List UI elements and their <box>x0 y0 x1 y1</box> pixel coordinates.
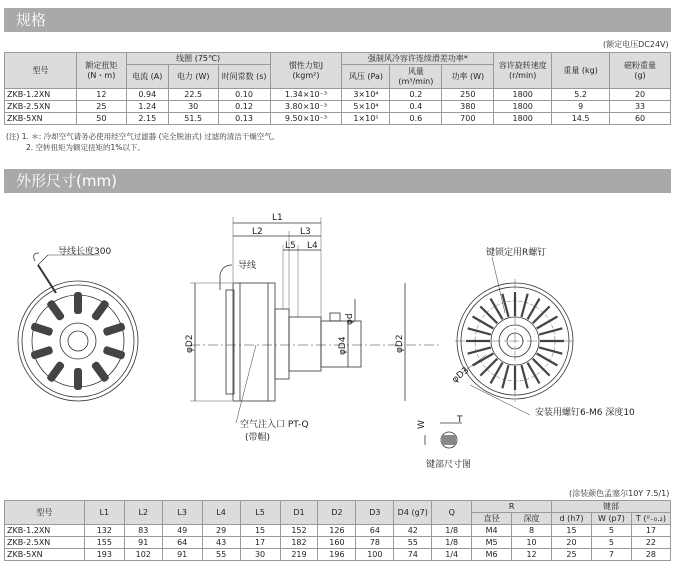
cell: 250 <box>442 89 494 101</box>
cell: 1/4 <box>432 549 472 561</box>
phiD2-left-label: φD2 <box>185 334 195 353</box>
cell: 102 <box>124 549 162 561</box>
cell: 64 <box>162 537 202 549</box>
col-R: R <box>472 501 552 513</box>
col-Q: Q <box>432 501 472 525</box>
table-row <box>5 525 671 537</box>
phiD4-label: φD4 <box>338 336 348 355</box>
cell: 1/8 <box>432 525 472 537</box>
cell: 700 <box>442 113 494 125</box>
front-view-right <box>455 257 575 415</box>
col-D4: D4 (g7) <box>394 501 432 525</box>
mount-screw-label: 安装用螺钉6-M6 深度10 <box>535 408 635 418</box>
cell: 15 <box>552 525 592 537</box>
col-weight: 重量 (kg) <box>552 53 610 89</box>
cell: 42 <box>394 525 432 537</box>
cell: 0.2 <box>390 89 442 101</box>
table-row <box>5 89 671 101</box>
air-inlet-label: 空气注入口 PT-Q <box>240 420 309 430</box>
cell: 1800 <box>494 101 552 113</box>
cell: 10 <box>512 537 552 549</box>
cell: 5.2 <box>552 89 610 101</box>
col-d: d (h7) <box>552 513 592 525</box>
dims-section-title: 外形尺寸(mm) <box>4 169 671 193</box>
cell: 25 <box>76 101 126 113</box>
front-view-left <box>18 253 138 401</box>
col-model: 型号 <box>5 53 77 89</box>
col-time-const: 时间常数 (s) <box>218 65 270 89</box>
col-L1: L1 <box>84 501 124 525</box>
cell: 55 <box>202 549 240 561</box>
cell: 8 <box>512 525 552 537</box>
cell: 30 <box>168 101 218 113</box>
cell: 3.80×10⁻³ <box>270 101 342 113</box>
cell: M4 <box>472 525 512 537</box>
cell: 7 <box>591 549 631 561</box>
cell: 5 <box>591 537 631 549</box>
cell: 0.10 <box>218 89 270 101</box>
lead-length-label: 导线长度300 <box>58 247 112 257</box>
cell: 49 <box>162 525 202 537</box>
cell: 64 <box>356 525 394 537</box>
cell-model: ZKB-2.5XN <box>5 537 85 549</box>
cell: 126 <box>318 525 356 537</box>
cell: 91 <box>124 537 162 549</box>
cell: 5×10⁴ <box>342 101 390 113</box>
cell: 9 <box>552 101 610 113</box>
T-label: T <box>457 415 463 425</box>
col-powder-weight: 磁粉重量 (g) <box>610 53 671 89</box>
cell: 9.50×10⁻³ <box>270 113 342 125</box>
cell: 182 <box>280 537 318 549</box>
col-R-depth: 深度 <box>512 513 552 525</box>
cell: 0.12 <box>218 101 270 113</box>
table-row <box>5 101 671 113</box>
cell: 1/8 <box>432 537 472 549</box>
L4-label: L4 <box>307 241 318 251</box>
cell: 50 <box>76 113 126 125</box>
cell: 380 <box>442 101 494 113</box>
key-screw-label: 键锁定用R螺钉 <box>486 248 547 258</box>
col-R-dia: 直径 <box>472 513 512 525</box>
phiD2-right-label: φD2 <box>395 334 405 353</box>
spec-notes <box>6 131 279 153</box>
lead-wire-label: 导线 <box>238 261 257 271</box>
col-key: 键部 <box>552 501 671 513</box>
col-L4: L4 <box>202 501 240 525</box>
note-2: 2. 空转扭矩为额定扭矩的1%以下。 <box>26 143 145 152</box>
key-dims-caption: 键部尺寸图 <box>426 460 472 470</box>
cell: 1.34×10⁻³ <box>270 89 342 101</box>
cell: 0.4 <box>390 101 442 113</box>
col-T: T (⁰₋₀.₂) <box>631 513 670 525</box>
L5-label: L5 <box>285 241 296 251</box>
cell: 17 <box>240 537 280 549</box>
col-model: 型号 <box>5 501 85 525</box>
col-coil: 线圈 (75℃) <box>126 53 270 65</box>
L3-label: L3 <box>300 227 311 237</box>
cell: 2.15 <box>126 113 168 125</box>
phiD3-label: φD3 <box>450 365 472 386</box>
cell: 22 <box>631 537 670 549</box>
cell: 55 <box>394 537 432 549</box>
cell: 1800 <box>494 113 552 125</box>
cell: 152 <box>280 525 318 537</box>
cell: 74 <box>394 549 432 561</box>
cell: M6 <box>472 549 512 561</box>
cell: 43 <box>202 537 240 549</box>
cell: 0.6 <box>390 113 442 125</box>
cell: 1×10⁵ <box>342 113 390 125</box>
col-max-speed: 容许旋转速度 (r/min) <box>494 53 552 89</box>
cell: 3×10⁴ <box>342 89 390 101</box>
cell: 28 <box>631 549 670 561</box>
cell: 5 <box>591 525 631 537</box>
cell-model: ZKB-1.2XN <box>5 89 77 101</box>
rated-voltage-note: (额定电压DC24V) <box>603 40 669 49</box>
col-L3: L3 <box>162 501 202 525</box>
col-L5: L5 <box>240 501 280 525</box>
note-1: (注) 1. ＊: 冷却空气请务必使用经空气过滤器 (完全脱油式) 过滤的清洁干燥空气。 <box>6 132 280 141</box>
col-forced-air: 强制风冷容许连续滑差功率* <box>342 53 494 65</box>
col-D2: D2 <box>318 501 356 525</box>
outline-drawing <box>0 195 675 495</box>
cell: 20 <box>552 537 592 549</box>
cell: 219 <box>280 549 318 561</box>
cell-model: ZKB-5XN <box>5 113 77 125</box>
cell: 17 <box>631 525 670 537</box>
table-row <box>5 537 671 549</box>
cell-model: ZKB-1.2XN <box>5 525 85 537</box>
col-L2: L2 <box>124 501 162 525</box>
cell: 196 <box>318 549 356 561</box>
cell-model: ZKB-5XN <box>5 549 85 561</box>
with-cap-label: (带帽) <box>245 433 271 443</box>
cell: 20 <box>610 89 671 101</box>
cell: 0.13 <box>218 113 270 125</box>
cell: 12 <box>512 549 552 561</box>
dims-table <box>4 500 671 561</box>
key-detail-view <box>425 423 462 448</box>
cell: 12 <box>76 89 126 101</box>
col-D3: D3 <box>356 501 394 525</box>
col-airflow: 风量 (m³/min) <box>390 65 442 89</box>
cell: 193 <box>84 549 124 561</box>
cell: 91 <box>162 549 202 561</box>
cell: 60 <box>610 113 671 125</box>
col-inertia: 惯性力矩J (kgm²) <box>270 53 342 89</box>
cell: 1.24 <box>126 101 168 113</box>
cell: 30 <box>240 549 280 561</box>
cell: 78 <box>356 537 394 549</box>
W-label: W <box>417 420 427 429</box>
spec-table <box>4 52 671 125</box>
cell: 160 <box>318 537 356 549</box>
cell: M5 <box>472 537 512 549</box>
col-pressure: 风压 (Pa) <box>342 65 390 89</box>
cell-model: ZKB-2.5XN <box>5 101 77 113</box>
col-W: W (p7) <box>591 513 631 525</box>
cell: 155 <box>84 537 124 549</box>
table-row <box>5 113 671 125</box>
cell: 25 <box>552 549 592 561</box>
col-D1: D1 <box>280 501 318 525</box>
cell: 83 <box>124 525 162 537</box>
col-slip-power: 功率 (W) <box>442 65 494 89</box>
cell: 22.5 <box>168 89 218 101</box>
col-current: 电流 (A) <box>126 65 168 89</box>
cell: 14.5 <box>552 113 610 125</box>
cell: 15 <box>240 525 280 537</box>
cell: 1800 <box>494 89 552 101</box>
L1-label: L1 <box>272 213 283 223</box>
cell: 33 <box>610 101 671 113</box>
phid-label: φd <box>345 313 355 325</box>
paint-color-note: (涂装颜色孟塞尔10Y 7.5/1) <box>569 489 670 498</box>
cell: 132 <box>84 525 124 537</box>
L2-label: L2 <box>252 227 263 237</box>
cell: 100 <box>356 549 394 561</box>
cell: 0.94 <box>126 89 168 101</box>
spec-section-title: 规格 <box>4 8 671 32</box>
cell: 51.5 <box>168 113 218 125</box>
table-row <box>5 549 671 561</box>
col-power: 电力 (W) <box>168 65 218 89</box>
col-torque: 额定扭矩 (N・m) <box>76 53 126 89</box>
cell: 29 <box>202 525 240 537</box>
